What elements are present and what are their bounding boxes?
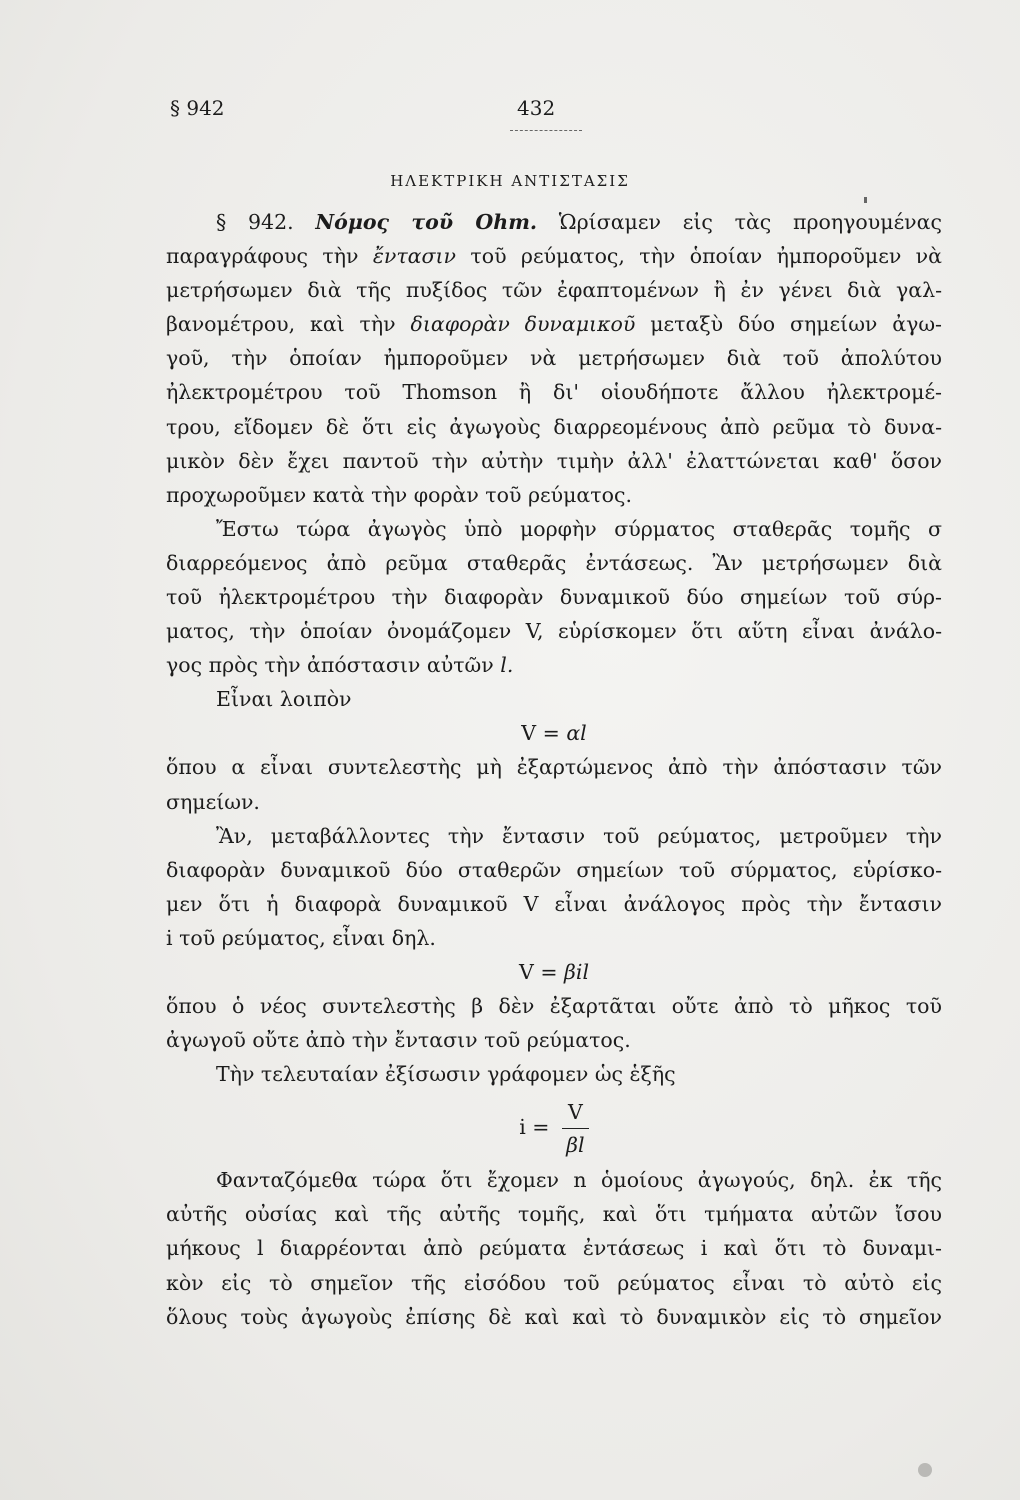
text-line: ὅλους τοὺς ἀγωγοὺς ἐπίσης δὲ καὶ καὶ τὸ δυναμικὸν εἰς τὸ σημεῖον [166,1304,942,1329]
text-line: μήκους l διαρρέονται ἀπὸ ρεύματα ἐντάσεως i καὶ ὅτι τὸ δυναμι- [166,1236,942,1261]
text-line: διαφορὰν δυναμικοῦ δύο σταθερῶν σημείων τοῦ σύρματος, εὑρίσκο- [166,857,942,882]
emphasis-term: διαφορὰν δυναμικοῦ [410,312,636,337]
fraction-numerator: V [562,1096,589,1129]
text-line: Τὴν τελευταίαν ἐξίσωσιν γράφομεν ὡς ἑξῆς [216,1062,676,1087]
text-line [166,239,942,273]
page-body [166,205,942,1334]
text-line: Φανταζόμεθα τώρα ὅτι ἔχομεν n ὁμοίους ἀγωγούς, δηλ. ἐκ τῆς [216,1168,942,1193]
equation-rhs: αl [566,721,587,746]
print-mark [864,197,867,203]
text-line: διαρρεόμενος ἀπὸ ρεῦμα σταθερᾶς ἐντάσεως. Ἂν μετρήσωμεν διὰ [166,550,942,575]
fraction-denominator: βl [566,1133,585,1158]
text-line [166,307,942,341]
text-span: τοῦ ρεύματος, τὴν ὁποίαν ἠμποροῦμεν νὰ [470,244,942,269]
running-title: ΗΛΕΚΤΡΙΚΗ ΑΝΤΙΣΤΑΣΙΣ [390,172,630,190]
text-line [166,205,942,239]
text-line: προχωροῦμεν κατὰ τὴν φορὰν τοῦ ρεύματος. [166,482,632,507]
text-span: γος πρὸς τὴν ἀπόστασιν αὐτῶν [166,653,494,678]
text-line: i τοῦ ρεύματος, εἶναι δηλ. [166,925,436,950]
text-span: μεταξὺ δύο σημείων ἀγω- [650,312,942,337]
equation-v-beta-i-l: V = βil [519,959,589,984]
text-line: Ἔστω τώρα ἀγωγὸς ὑπὸ μορφὴν σύρματος σταθερᾶς τομῆς σ [216,516,942,541]
text-line: γοῦ, τὴν ὁποίαν ἠμποροῦμεν νὰ μετρήσωμεν διὰ τοῦ ἀπολύτου [166,346,942,371]
text-line [166,648,942,682]
fraction [562,1096,589,1161]
text-span: παραγράφους τὴν [166,244,359,269]
text-line: ἠλεκτρομέτρου τοῦ Thomson ἢ δι' οἱουδήποτε ἄλλου ἠλεκτρομέ- [166,380,942,405]
header-section-number: § 942 [170,96,225,120]
scan-speck [918,1463,932,1477]
text-line: τοῦ ἠλεκτρομέτρου τὴν διαφορὰν δυναμικοῦ δύο σημείων τοῦ σύρ- [166,585,942,610]
text-line: μικὸν δὲν ἔχει παντοῦ τὴν αὐτὴν τιμὴν ἀλλ' ἐλαττώνεται καθ' ὅσον [166,448,942,473]
equation-lhs: V [519,959,534,984]
text-span: βανομέτρου, καὶ τὴν [166,312,396,337]
text-line: τρου, εἴδομεν δὲ ὅτι εἰς ἀγωγοὺς διαρρεομένους ἀπὸ ρεῦμα τὸ δυνα- [166,414,942,439]
text-line: ὅπου α εἶναι συντελεστὴς μὴ ἐξαρτώμενος ἀπὸ τὴν ἀπόστασιν τῶν [166,755,942,780]
text-line: κὸν εἰς τὸ σημεῖον τῆς εἰσόδου τοῦ ρεύματος εἶναι τὸ αὐτὸ εἰς [166,1270,942,1295]
text-line: Εἶναι λοιπὸν [216,687,352,712]
text-line: μεν ὅτι ἡ διαφορὰ δυναμικοῦ V εἶναι ἀνάλογος πρὸς τὴν ἔντασιν [166,891,942,916]
page-number-rule [510,130,582,131]
math-symbol: l. [500,653,514,678]
equation-v-alpha-l: V = αl [521,721,587,746]
text-span: Ὡρίσαμεν εἰς τὰς προηγουμένας [558,210,942,234]
equation-lhs: i [519,1115,526,1140]
equation-i-fraction: i = $\frac{V}{\beta l}$ [166,1091,942,1163]
page-header [170,92,950,132]
equation-rhs: βil [564,959,589,984]
emphasis-term: ἔντασιν [372,244,457,269]
text-line: Ἂν, μεταβάλλοντες τὴν ἔντασιν τοῦ ρεύματος, μετροῦμεν τὴν [216,823,942,848]
text-line: αὐτῆς οὐσίας καὶ τῆς αὐτῆς τομῆς, καὶ ὅτι τμήματα αὐτῶν ἴσου [166,1202,942,1227]
text-line: ὅπου ὁ νέος συντελεστὴς β δὲν ἐξαρτᾶται οὔτε ἀπὸ τὸ μῆκος τοῦ [166,993,942,1018]
page-number: 432 [517,96,556,120]
equation-lhs: V [521,721,537,746]
text-line: ἀγωγοῦ οὔτε ἀπὸ τὴν ἔντασιν τοῦ ρεύματος. [166,1028,631,1053]
text-line: σημείων. [166,789,260,814]
section-heading: Νόμος τοῦ Ohm. [315,210,538,234]
section-mark: § 942. [216,210,294,234]
text-line: ματος, τὴν ὁποίαν ὀνομάζομεν V, εὑρίσκομεν ὅτι αὕτη εἶναι ἀνάλο- [166,619,942,644]
text-line: μετρήσωμεν διὰ τῆς πυξίδος τῶν ἐφαπτομένων ἢ ἐν γένει διὰ γαλ- [166,278,942,303]
